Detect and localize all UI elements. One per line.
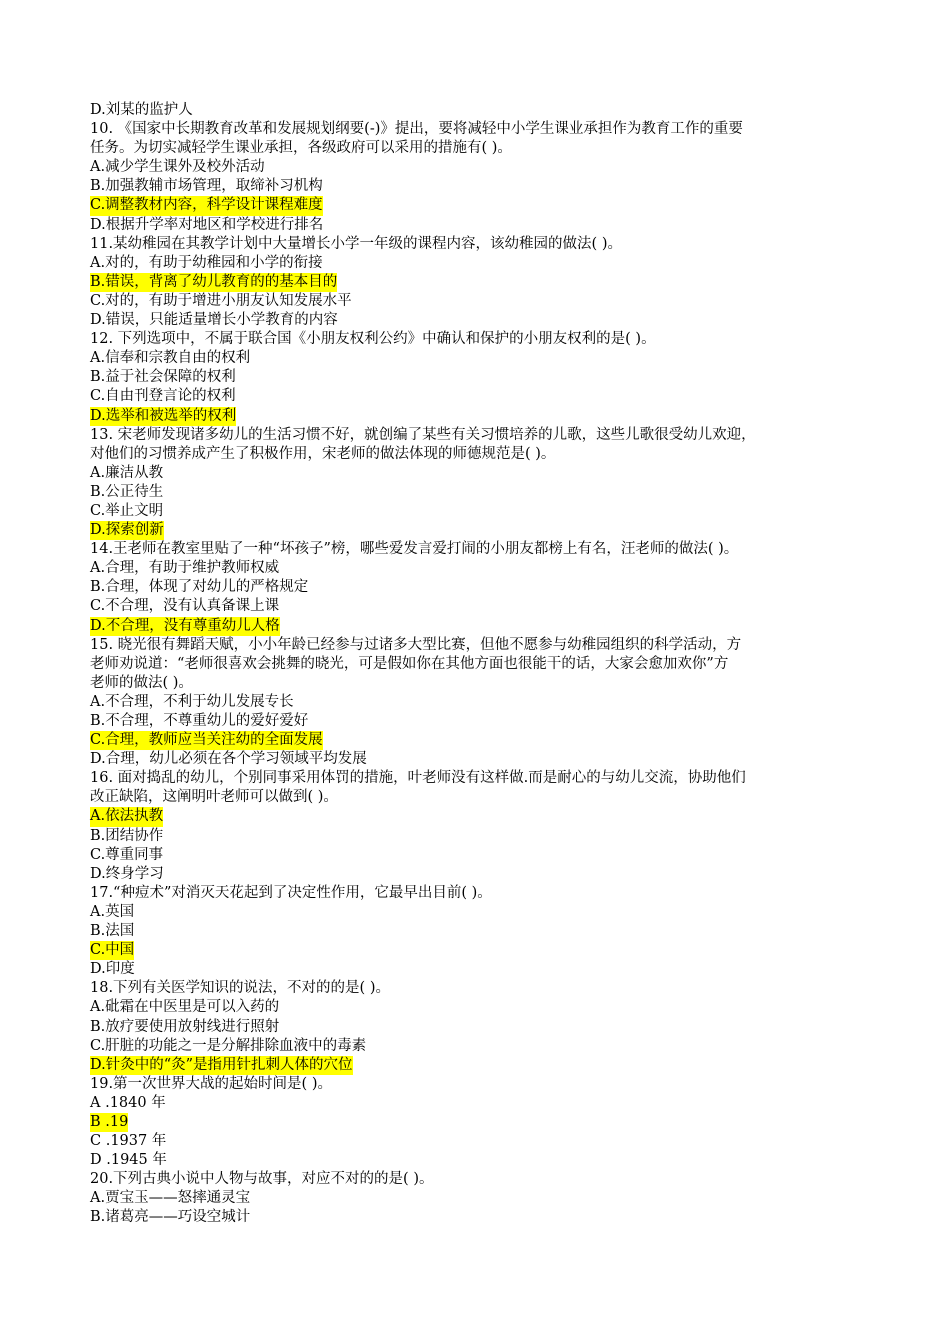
text-line (90, 712, 870, 731)
text-line (90, 101, 870, 120)
line-text: 10. 《国家中长期教育改革和发展规划纲要(-)》提出，要将减轻中小学生课业承担作为教育工作的重要 (90, 121, 743, 138)
line-text: 改正缺陷，这阐明叶老师可以做到( )。 (90, 789, 338, 806)
highlighted-answer: A.依法执教 (90, 807, 163, 826)
line-text: B.团结协作 (90, 827, 164, 844)
line-text: A.合理，有助于维护教师权威 (90, 560, 280, 577)
text-line (90, 674, 870, 693)
text-line (90, 903, 870, 922)
text-line (90, 292, 870, 311)
line-text: B.不合理，不尊重幼儿的爱好爱好 (90, 713, 309, 729)
line-text: A.对的，有助于幼稚园和小学的衔接 (90, 254, 323, 271)
line-text: B.法国 (90, 923, 135, 940)
text-line (90, 426, 870, 445)
text-line (90, 349, 870, 368)
highlighted-answer: D.选举和被选举的权利 (90, 407, 236, 426)
text-line (90, 330, 870, 349)
text-line (90, 1037, 870, 1056)
text-line (90, 177, 870, 196)
text-line (90, 655, 870, 674)
line-text: D.刘某的监护人 (90, 102, 193, 118)
text-line (90, 235, 870, 254)
text-line (90, 865, 870, 884)
line-text: 17.“种痘术”对消灭天花起到了决定性作用，它最早出目前( )。 (90, 884, 492, 901)
line-text: 13. 宋老师发现诸多幼儿的生活习惯不好，就创编了某些有关习惯培养的儿歌，这些儿歌很受幼儿欢迎， (90, 426, 756, 443)
text-line (90, 1189, 870, 1208)
line-text: 老师劝说道：“老师很喜欢会挑舞的晓光，可是假如你在其他方面也很能干的话，大家会愈加欢你”方 (90, 655, 729, 672)
text-line (90, 750, 870, 769)
line-text: 12. 下列选项中，不属于联合国《小朋友权利公约》中确认和保护的小朋友权利的是( )。 (90, 331, 656, 348)
text-line (90, 559, 870, 578)
text-line (90, 884, 870, 903)
highlighted-answer: D.探索创新 (90, 521, 164, 540)
text-line (90, 120, 870, 139)
text-line (90, 254, 870, 273)
document-body (90, 101, 870, 1228)
line-text: B.放疗要使用放射线进行照射 (90, 1018, 280, 1035)
line-text: D.印度 (90, 961, 135, 978)
line-text: B.公正待生 (90, 483, 164, 500)
line-text: B.益于社会保障的权利 (90, 369, 236, 386)
line-text: 老师的做法( )。 (90, 674, 193, 691)
line-text: C.肝脏的功能之一是分解排除血液中的毒素 (90, 1037, 367, 1054)
highlighted-answer: C.中国 (90, 941, 134, 960)
text-line (90, 597, 870, 616)
text-line (90, 636, 870, 655)
text-line (90, 216, 870, 235)
line-text: D.合理，幼儿必须在各个学习领域平均发展 (90, 751, 367, 768)
text-line (90, 617, 870, 636)
line-text: 15. 晓光很有舞蹈天赋，小小年龄已经参与过诸多大型比赛，但他不愿参与幼稚园组织的科学活动，方 (90, 636, 742, 653)
text-line (90, 731, 870, 750)
line-text: 14.王老师在教室里贴了一种“坏孩子”榜，哪些爱发言爱打闹的小朋友都榜上有名，汪老师的做法( )。 (90, 541, 739, 558)
text-line (90, 693, 870, 712)
text-line (90, 1208, 870, 1227)
text-line (90, 827, 870, 846)
text-line (90, 1075, 870, 1094)
text-line (90, 998, 870, 1017)
line-text: A.英国 (90, 903, 135, 920)
text-line (90, 483, 870, 502)
highlighted-answer: C.合理，教师应当关注幼的全面发展 (90, 731, 323, 750)
line-text: A .1840 年 (90, 1094, 166, 1111)
text-line (90, 502, 870, 521)
line-text: D .1945 年 (90, 1152, 167, 1169)
line-text: C.不合理，没有认真备课上课 (90, 598, 280, 615)
text-line (90, 1094, 870, 1113)
text-line (90, 1132, 870, 1151)
text-line (90, 368, 870, 387)
line-text: A.廉洁从教 (90, 464, 164, 481)
line-text: 18.下列有关医学知识的说法，不对的的是( )。 (90, 980, 390, 997)
line-text: D.错误，只能适量增长小学教育的内容 (90, 312, 338, 329)
highlighted-answer: B .19 (90, 1113, 128, 1132)
text-line (90, 445, 870, 464)
text-line (90, 1056, 870, 1075)
highlighted-answer: D.不合理，没有尊重幼儿人格 (90, 617, 280, 636)
line-text: 20.下列古典小说中人物与故事，对应不对的的是( )。 (90, 1171, 434, 1188)
line-text: D.根据升学率对地区和学校进行排名 (90, 216, 324, 233)
highlighted-answer: D.针灸中的“灸”是指用针扎刺人体的穴位 (90, 1056, 353, 1075)
text-line (90, 960, 870, 979)
text-line (90, 464, 870, 483)
highlighted-answer: B.错误，背离了幼儿教育的的基本目的 (90, 273, 337, 292)
text-line (90, 521, 870, 540)
line-text: 任务。为切实减轻学生课业承担，各级政府可以采用的措施有( )。 (90, 140, 512, 157)
line-text: B.合理，体现了对幼儿的严格规定 (90, 579, 309, 596)
line-text: C.尊重同事 (90, 846, 164, 863)
line-text: C.自由刊登言论的权利 (90, 388, 236, 405)
text-line (90, 578, 870, 597)
line-text: A.不合理，不利于幼儿发展专长 (90, 693, 294, 710)
text-line (90, 788, 870, 807)
line-text: 对他们的习惯养成产生了积极作用，宋老师的做法体现的师德规范是( )。 (90, 445, 556, 462)
text-line (90, 922, 870, 941)
line-text: A.减少学生课外及校外活动 (90, 159, 265, 176)
text-line (90, 139, 870, 158)
line-text: A.贾宝玉——怒摔通灵宝 (90, 1190, 251, 1207)
text-line (90, 941, 870, 960)
text-line (90, 846, 870, 865)
text-line (90, 979, 870, 998)
line-text: 11.某幼稚园在其教学计划中大量增长小学一年级的课程内容，该幼稚园的做法( )。 (90, 235, 622, 252)
line-text: 19.第一次世界大战的起始时间是( )。 (90, 1075, 332, 1092)
line-text: D.终身学习 (90, 865, 164, 882)
text-line (90, 1018, 870, 1037)
line-text: 16. 面对捣乱的幼儿，个别同事采用体罚的措施，叶老师没有这样做.而是耐心的与幼儿交流，协助他们 (90, 770, 746, 787)
line-text: B.加强教辅市场管理，取缔补习机构 (90, 178, 323, 195)
text-line (90, 311, 870, 330)
text-line (90, 1151, 870, 1170)
highlighted-answer: C.调整教材内容，科学设计课程难度 (90, 196, 323, 215)
text-line (90, 407, 870, 426)
text-line (90, 807, 870, 826)
line-text: B.诸葛亮——巧设空城计 (90, 1209, 251, 1226)
text-line (90, 1170, 870, 1189)
line-text: C.对的，有助于增进小朋友认知发展水平 (90, 292, 352, 309)
line-text: A.信奉和宗教自由的权利 (90, 350, 251, 367)
text-line (90, 769, 870, 788)
text-line (90, 1113, 870, 1132)
text-line (90, 196, 870, 215)
text-line (90, 273, 870, 292)
line-text: C .1937 年 (90, 1133, 167, 1150)
text-line (90, 387, 870, 406)
line-text: C.举止文明 (90, 502, 164, 519)
text-line (90, 158, 870, 177)
text-line (90, 540, 870, 559)
line-text: A.砒霜在中医里是可以入药的 (90, 999, 280, 1016)
